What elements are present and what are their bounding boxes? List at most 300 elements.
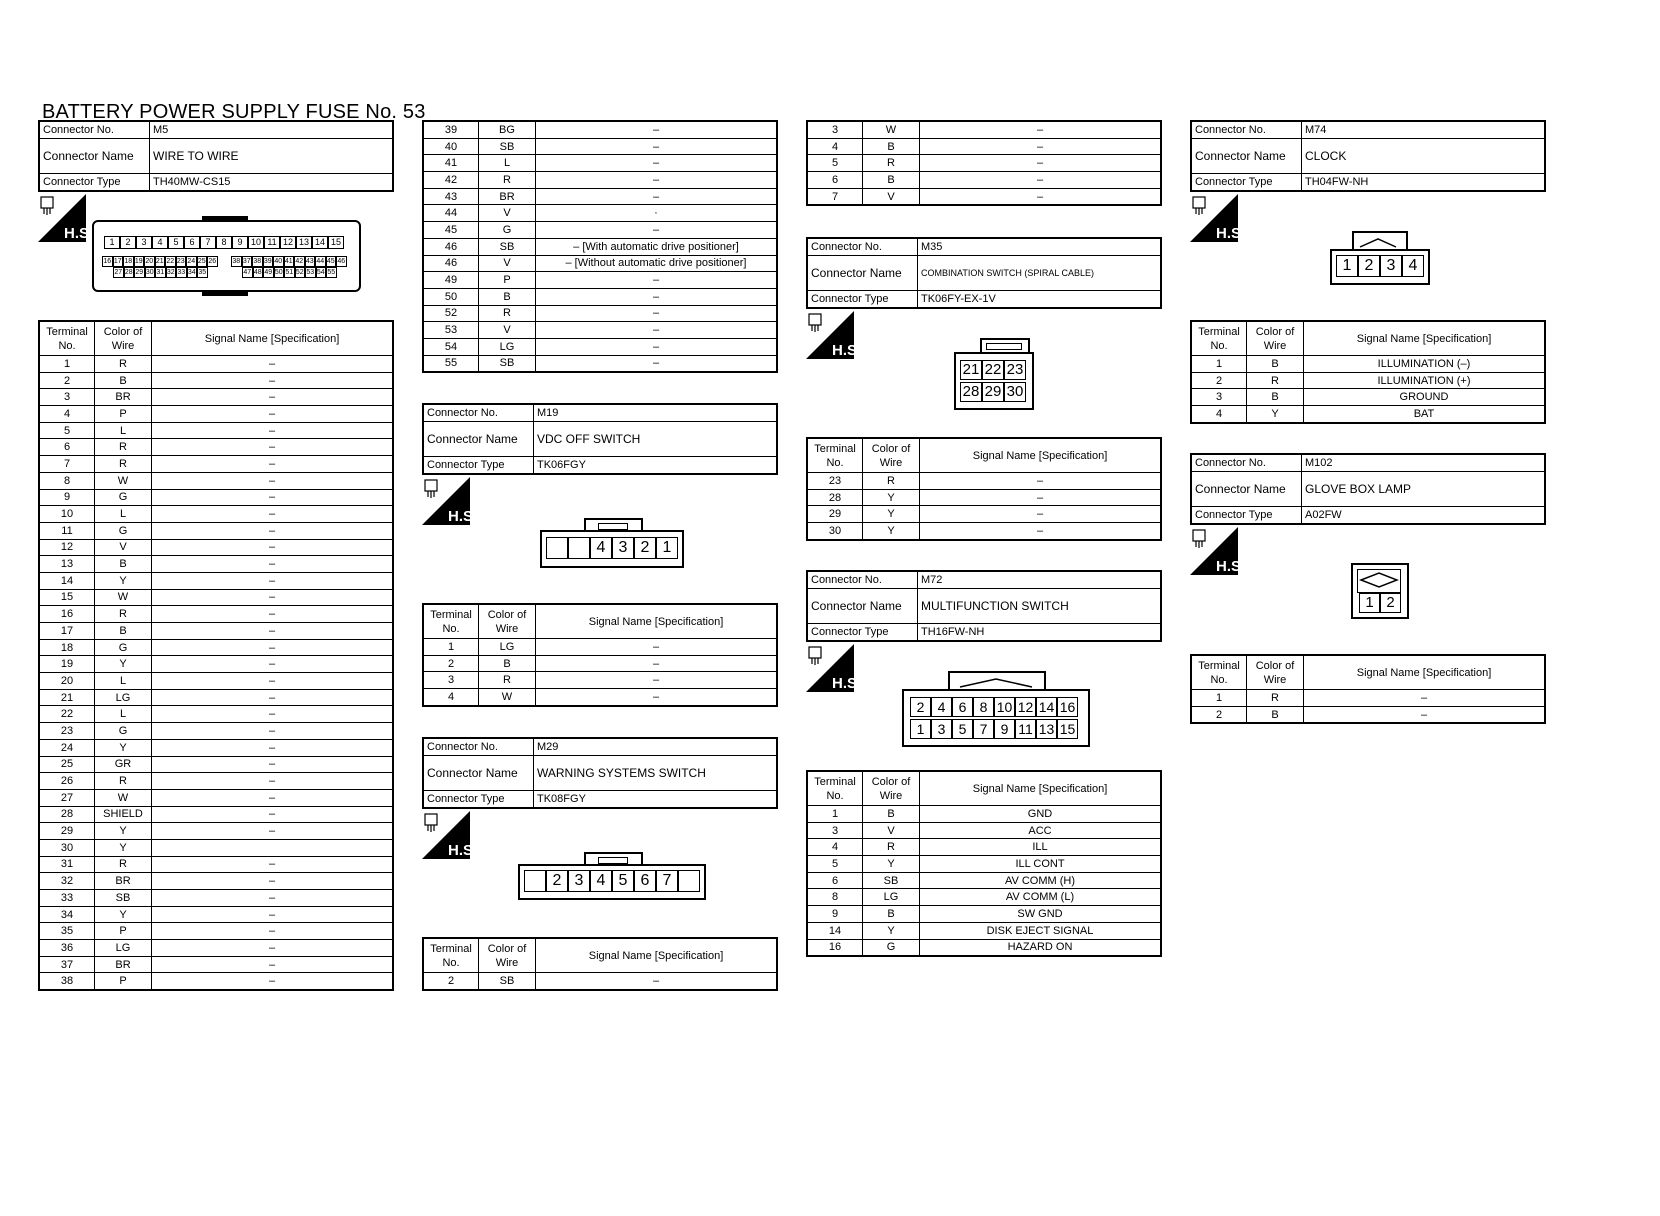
signal-name: – (536, 655, 778, 672)
connector-type: TH04FW-NH (1302, 174, 1546, 192)
terminal-no: 29 (39, 823, 95, 840)
terminal-no: 52 (423, 305, 479, 322)
table-row (807, 806, 1161, 823)
connector-pin: 22 (166, 258, 175, 265)
terminal-no: 44 (423, 205, 479, 222)
table-row (39, 539, 393, 556)
wire-color: B (1247, 706, 1304, 723)
signal-name: – (152, 873, 394, 890)
connector-pin: 8 (216, 236, 232, 249)
wire-color: V (863, 188, 920, 205)
wire-color: Y (95, 572, 152, 589)
signal-name: HAZARD ON (920, 939, 1162, 956)
terminal-no: 36 (39, 940, 95, 957)
connector-m102-info (1190, 453, 1546, 525)
connector-pin: 11 (264, 236, 280, 249)
terminal-no: 9 (807, 906, 863, 923)
signal-header: Signal Name [Specification] (536, 604, 778, 639)
terminal-no: 11 (39, 522, 95, 539)
signal-name: – (152, 890, 394, 907)
terminal-no: 4 (807, 839, 863, 856)
connector-pin: 30 (145, 269, 154, 276)
terminal-no: 42 (423, 172, 479, 189)
signal-name: – (152, 739, 394, 756)
table-row (807, 489, 1161, 506)
connector-type: TK06FGY (534, 457, 778, 475)
table-row (39, 506, 393, 523)
signal-name: – (152, 422, 394, 439)
label: Connector Name (1191, 472, 1302, 507)
signal-name: – (920, 172, 1162, 189)
connector-pin: 1 (1336, 255, 1358, 277)
signal-name: DISK EJECT SIGNAL (920, 922, 1162, 939)
signal-name: – (920, 489, 1162, 506)
label: Connector No. (1191, 121, 1302, 139)
connector-pin: 46 (337, 258, 346, 265)
table-row (39, 973, 393, 990)
wire-color: R (95, 456, 152, 473)
table-row (423, 355, 777, 372)
signal-header: Signal Name [Specification] (1304, 655, 1546, 690)
wire-color: R (863, 155, 920, 172)
connector-pin: 50 (274, 269, 283, 276)
terminal-no: 26 (39, 773, 95, 790)
connector-pin: 41 (284, 258, 293, 265)
connector-m19-terminals (422, 603, 778, 707)
table-row (423, 272, 777, 289)
connector-m29-face (518, 864, 706, 900)
table-row (807, 939, 1161, 956)
wire-color: R (863, 473, 920, 490)
hs-label: H.S. (832, 675, 862, 692)
signal-name: – (152, 789, 394, 806)
terminal-no-header: Terminal No. (807, 438, 863, 473)
signal-name: – (152, 623, 394, 640)
terminal-no-header: Terminal No. (423, 938, 479, 973)
table-row (807, 506, 1161, 523)
signal-name: ILLUMINATION (–) (1304, 356, 1546, 373)
wire-color: W (95, 472, 152, 489)
signal-name: – (152, 806, 394, 823)
terminal-no: 23 (39, 723, 95, 740)
table-row (39, 606, 393, 623)
table-row (807, 155, 1161, 172)
connector-pin (524, 870, 546, 892)
label: Connector Type (423, 791, 534, 809)
connector-pin: 28 (124, 269, 133, 276)
terminal-no: 4 (807, 138, 863, 155)
connector-pin (678, 870, 700, 892)
signal-header: Signal Name [Specification] (920, 771, 1162, 806)
signal-name: – (152, 823, 394, 840)
signal-name: BAT (1304, 406, 1546, 423)
wire-color: SB (479, 355, 536, 372)
table-row (39, 906, 393, 923)
table-row (39, 389, 393, 406)
table-row (39, 839, 393, 856)
terminal-no: 1 (39, 356, 95, 373)
connector-pin: 13 (296, 236, 312, 249)
terminal-no: 32 (39, 873, 95, 890)
table-row (423, 155, 777, 172)
signal-name: – (152, 756, 394, 773)
signal-name: · (536, 205, 778, 222)
wire-color: SB (95, 890, 152, 907)
wire-color: P (95, 406, 152, 423)
label: Connector Type (807, 624, 918, 642)
wire-color: R (95, 439, 152, 456)
connector-pin: 28 (960, 382, 982, 402)
connector-pin: 3 (1380, 255, 1402, 277)
table-row (423, 305, 777, 322)
wire-color: Y (95, 839, 152, 856)
connector-m74-info (1190, 120, 1546, 192)
terminal-no: 3 (39, 389, 95, 406)
connector-type: A02FW (1302, 507, 1546, 525)
terminal-no: 14 (39, 572, 95, 589)
connector-m72-info (806, 570, 1162, 642)
table-row (807, 922, 1161, 939)
terminal-no: 25 (39, 756, 95, 773)
label: Connector Name (423, 422, 534, 457)
terminal-no: 28 (807, 489, 863, 506)
signal-name: – (152, 489, 394, 506)
terminal-no: 15 (39, 589, 95, 606)
terminal-no: 1 (807, 806, 863, 823)
table-row (39, 673, 393, 690)
connector-pin: 3 (136, 236, 152, 249)
signal-name: – (152, 356, 394, 373)
connector-m102-terminals (1190, 654, 1546, 724)
terminal-no-header: Terminal No. (423, 604, 479, 639)
connector-pin: 32 (166, 269, 175, 276)
wire-color: B (95, 623, 152, 640)
signal-name: – (536, 121, 778, 138)
terminal-no: 18 (39, 639, 95, 656)
connector-name: CLOCK (1302, 139, 1546, 174)
wire-color: B (863, 806, 920, 823)
terminal-no: 14 (807, 922, 863, 939)
connector-pin: 23 (176, 258, 185, 265)
signal-name: – (152, 723, 394, 740)
connector-pin: 49 (264, 269, 273, 276)
table-row (807, 889, 1161, 906)
signal-name: – (152, 856, 394, 873)
terminal-no: 13 (39, 556, 95, 573)
table-row (423, 672, 777, 689)
wire-color: R (863, 839, 920, 856)
wire-color: G (863, 939, 920, 956)
signal-name: – (920, 523, 1162, 540)
connector-type: TK06FY-EX-1V (918, 291, 1162, 309)
signal-name: – (536, 305, 778, 322)
connector-pin: 21 (960, 360, 982, 380)
signal-name: – (152, 589, 394, 606)
harness-side-icon (1190, 194, 1246, 242)
terminal-no: 5 (39, 422, 95, 439)
connector-pin: 7 (200, 236, 216, 249)
terminal-no: 33 (39, 890, 95, 907)
wire-color: SB (479, 238, 536, 255)
table-row (807, 523, 1161, 540)
signal-name: – (152, 656, 394, 673)
terminal-no: 39 (423, 121, 479, 138)
signal-name: ILLUMINATION (+) (1304, 372, 1546, 389)
connector-m19-face (540, 530, 684, 568)
connector-m5-terminals-cont (422, 120, 778, 373)
table-row (423, 338, 777, 355)
wire-color: G (479, 222, 536, 239)
connector-m5-face (92, 220, 361, 292)
connector-m5-info (38, 120, 394, 192)
table-row (39, 456, 393, 473)
signal-name: – (152, 439, 394, 456)
table-row (39, 789, 393, 806)
signal-name: – (536, 155, 778, 172)
label: Connector No. (423, 738, 534, 756)
table-row (423, 238, 777, 255)
terminal-no: 3 (423, 672, 479, 689)
wire-color: B (1247, 389, 1304, 406)
wire-color: Y (95, 906, 152, 923)
table-row (807, 872, 1161, 889)
connector-pin: 2 (634, 537, 656, 559)
table-row (423, 222, 777, 239)
terminal-no: 12 (39, 539, 95, 556)
terminal-no: 30 (807, 523, 863, 540)
signal-header: Signal Name [Specification] (1304, 321, 1546, 356)
table-row (39, 806, 393, 823)
label: Connector Type (807, 291, 918, 309)
wire-color: R (479, 305, 536, 322)
connector-pin: 25 (197, 258, 206, 265)
wire-color: L (95, 422, 152, 439)
harness-side-icon (806, 644, 862, 692)
terminal-no: 29 (807, 506, 863, 523)
connector-name: VDC OFF SWITCH (534, 422, 778, 457)
table-row (423, 655, 777, 672)
signal-header: Signal Name [Specification] (536, 938, 778, 973)
terminal-no: 19 (39, 656, 95, 673)
wire-color: SB (479, 973, 536, 990)
connector-pin: 4 (1402, 255, 1424, 277)
terminal-no: 50 (423, 288, 479, 305)
terminal-no: 1 (1191, 690, 1247, 707)
terminal-no: 7 (39, 456, 95, 473)
wire-color: G (95, 522, 152, 539)
signal-name: – [Without automatic drive positioner] (536, 255, 778, 272)
signal-name: – (152, 372, 394, 389)
connector-pin: 1 (910, 719, 931, 739)
wire-color: W (95, 789, 152, 806)
harness-side-icon (422, 811, 478, 859)
table-row (423, 973, 777, 990)
label: Connector Name (807, 256, 918, 291)
terminal-no: 24 (39, 739, 95, 756)
wire-color: BR (95, 956, 152, 973)
wire-color: Y (95, 739, 152, 756)
label: Connector Type (39, 174, 150, 192)
connector-m74-terminals (1190, 320, 1546, 424)
color-header: Color of Wire (863, 438, 920, 473)
wire-color: G (95, 489, 152, 506)
label: Connector No. (807, 238, 918, 256)
wire-color: P (95, 923, 152, 940)
connector-name: WIRE TO WIRE (150, 139, 394, 174)
connector-pin: 18 (124, 258, 133, 265)
connector-pin: 2 (1358, 255, 1380, 277)
connector-pin: 8 (973, 697, 994, 717)
wire-color: B (1247, 356, 1304, 373)
signal-name: – (152, 472, 394, 489)
connector-pin: 4 (152, 236, 168, 249)
wire-color: V (95, 539, 152, 556)
table-row (423, 121, 777, 138)
connector-pin: 1 (656, 537, 678, 559)
signal-name: – (536, 272, 778, 289)
signal-name: – (536, 973, 778, 990)
connector-pin: 1 (104, 236, 120, 249)
table-row (39, 439, 393, 456)
signal-name: – (152, 973, 394, 990)
table-row (807, 121, 1161, 138)
label: Connector Name (423, 756, 534, 791)
connector-pin: 33 (177, 269, 186, 276)
connector-pin: 5 (612, 870, 634, 892)
color-header: Color of Wire (95, 321, 152, 356)
signal-name: – (152, 506, 394, 523)
wire-color: R (95, 606, 152, 623)
terminal-no: 8 (807, 889, 863, 906)
connector-pin: 51 (285, 269, 294, 276)
label: Connector No. (39, 121, 150, 139)
signal-name: – (152, 689, 394, 706)
table-row (807, 822, 1161, 839)
connector-name: WARNING SYSTEMS SWITCH (534, 756, 778, 791)
terminal-no-header: Terminal No. (807, 771, 863, 806)
table-row (807, 473, 1161, 490)
connector-pin: 48 (253, 269, 262, 276)
table-row (1191, 690, 1545, 707)
connector-pin: 31 (156, 269, 165, 276)
wire-color: L (95, 673, 152, 690)
table-row (807, 906, 1161, 923)
terminal-no: 41 (423, 155, 479, 172)
terminal-no: 55 (423, 355, 479, 372)
connector-m35-info (806, 237, 1162, 309)
table-row (1191, 706, 1545, 723)
label: Connector Type (423, 457, 534, 475)
wire-color: Y (95, 823, 152, 840)
terminal-no: 6 (39, 439, 95, 456)
wire-color: BR (95, 873, 152, 890)
signal-header: Signal Name [Specification] (152, 321, 394, 356)
connector-m72-face (902, 689, 1090, 747)
connector-no: M72 (918, 571, 1162, 589)
connector-m35-face (954, 352, 1034, 410)
wire-color: Y (1247, 406, 1304, 423)
terminal-no: 2 (423, 973, 479, 990)
wire-color: BR (95, 389, 152, 406)
terminal-no: 37 (39, 956, 95, 973)
signal-name: – (152, 940, 394, 957)
connector-m29-info (422, 737, 778, 809)
wire-color: LG (863, 889, 920, 906)
table-row (39, 923, 393, 940)
harness-side-icon (1190, 527, 1246, 575)
connector-m29-terminals (422, 937, 778, 991)
connector-no: M102 (1302, 454, 1546, 472)
terminal-no: 17 (39, 623, 95, 640)
table-row (423, 288, 777, 305)
connector-pin: 20 (145, 258, 154, 265)
wire-color: V (863, 822, 920, 839)
wire-color: W (479, 689, 536, 706)
wire-color: R (1247, 690, 1304, 707)
signal-name: – (152, 556, 394, 573)
table-row (39, 856, 393, 873)
signal-name: – (152, 389, 394, 406)
signal-name: – (1304, 690, 1546, 707)
signal-name: – (920, 121, 1162, 138)
label: Connector Name (1191, 139, 1302, 174)
terminal-no: 3 (1191, 389, 1247, 406)
wire-color: SB (863, 872, 920, 889)
connector-no: M35 (918, 238, 1162, 256)
terminal-no: 9 (39, 489, 95, 506)
signal-name: – (920, 188, 1162, 205)
color-header: Color of Wire (1247, 321, 1304, 356)
table-row (39, 940, 393, 957)
wire-color: LG (95, 940, 152, 957)
connector-pin: 5 (952, 719, 973, 739)
table-row (423, 138, 777, 155)
connector-pin: 10 (248, 236, 264, 249)
wire-color: LG (479, 338, 536, 355)
wire-color: B (95, 372, 152, 389)
table-row (39, 406, 393, 423)
connector-pin: 15 (1057, 719, 1078, 739)
connector-pin: 22 (982, 360, 1004, 380)
signal-name: – (536, 672, 778, 689)
terminal-no: 6 (807, 172, 863, 189)
label: Connector No. (423, 404, 534, 422)
signal-name: – (152, 606, 394, 623)
signal-name: – (536, 338, 778, 355)
terminal-no: 40 (423, 138, 479, 155)
table-row (423, 639, 777, 656)
connector-pin: 27 (114, 269, 123, 276)
table-row (39, 522, 393, 539)
connector-m74-face (1330, 249, 1430, 285)
connector-pin: 16 (103, 258, 112, 265)
wire-color: Y (863, 489, 920, 506)
table-row (39, 773, 393, 790)
table-row (39, 823, 393, 840)
table-row (39, 356, 393, 373)
hs-label: H.S. (448, 842, 478, 859)
hs-label: H.S. (832, 342, 862, 359)
wire-color: R (479, 672, 536, 689)
connector-pin: 2 (1380, 593, 1401, 613)
connector-pin: 53 (306, 269, 315, 276)
table-row (39, 623, 393, 640)
wire-color: Y (863, 856, 920, 873)
terminal-no: 54 (423, 338, 479, 355)
connector-pin: 38 (232, 258, 241, 265)
signal-name: SW GND (920, 906, 1162, 923)
table-row (39, 756, 393, 773)
